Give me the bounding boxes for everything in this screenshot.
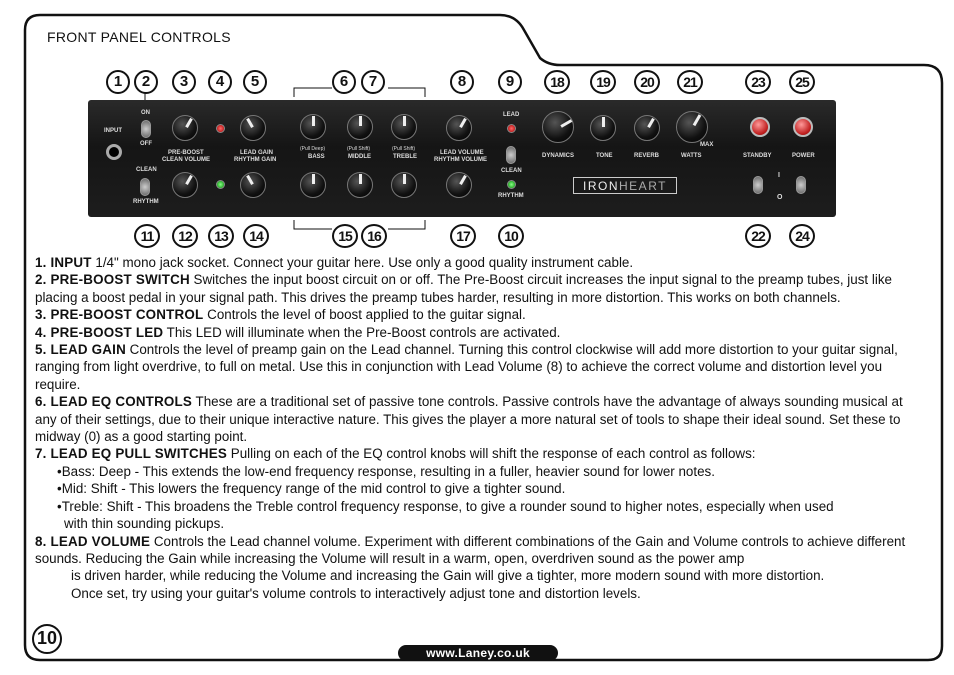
section-title: 8. LEAD VOLUME xyxy=(35,533,151,549)
standby-toggle[interactable] xyxy=(753,176,763,194)
callout-15: 15 xyxy=(332,224,358,248)
bass-label: BASS xyxy=(308,154,325,160)
clean-volume-knob[interactable] xyxy=(172,172,198,198)
brand-heart: HEART xyxy=(619,179,667,193)
rhythm-volume-knob[interactable] xyxy=(446,172,472,198)
pull-shift-treble-label: (Pull Shift) xyxy=(392,146,416,152)
rhythm-led-label: RHYTHM xyxy=(498,193,524,199)
callout-23: 23 xyxy=(745,70,771,94)
section-lead-eq xyxy=(35,393,925,445)
rhythm-bass-knob[interactable] xyxy=(300,172,326,198)
bullet-treble-cont: with thin sounding pickups. xyxy=(64,516,225,532)
rhythm-volume-label: RHYTHM VOLUME xyxy=(434,157,487,163)
callout-20: 20 xyxy=(634,70,660,94)
section-text: Controls the level of preamp gain on the Lead channel. Turning this control clockwise will add more distortion to your guitar signal, ranging from light overdrive, to full on metal. Use this in conjunction with Lead Volume (8) to achieve the correct volume and distortion level you require. xyxy=(35,342,898,392)
section-preboost-switch xyxy=(35,271,925,306)
callout-24: 24 xyxy=(789,224,815,248)
callout-10: 10 xyxy=(498,224,524,248)
callout-4: 4 xyxy=(208,70,232,94)
tone-knob[interactable] xyxy=(590,115,616,141)
callout-3: 3 xyxy=(172,70,196,94)
callout-8: 8 xyxy=(450,70,474,94)
switch-off-label: O xyxy=(777,194,783,201)
lead-volume-label: LEAD VOLUME xyxy=(440,150,484,156)
clean-label: CLEAN xyxy=(136,167,157,173)
callout-19: 19 xyxy=(590,70,616,94)
section-title: 6. LEAD EQ CONTROLS xyxy=(35,394,193,410)
callout-6: 6 xyxy=(332,70,356,94)
rhythm-label: RHYTHM xyxy=(133,199,159,205)
input-jack[interactable] xyxy=(106,144,122,160)
clean-led-label: CLEAN xyxy=(501,168,522,174)
callout-17: 17 xyxy=(450,224,476,248)
ironheart-logo xyxy=(573,177,677,194)
lead-gain-knob[interactable] xyxy=(240,115,266,141)
watts-max-label: MAX xyxy=(700,142,714,148)
bullet-bass: •Bass: Deep - This extends the low-end frequency response, resulting in a fuller, heavier sound for lower notes. xyxy=(57,463,715,479)
section-text: This LED will illuminate when the Pre-Boost controls are activated. xyxy=(163,324,561,340)
input-label: INPUT xyxy=(104,128,122,134)
lead-led-label: LEAD xyxy=(503,112,520,118)
preboost-on-label: ON xyxy=(141,110,150,116)
reverb-knob[interactable] xyxy=(634,115,660,141)
section-text: Switches the input boost circuit on or off. The Pre-Boost circuit increases the input signal to the preamp tubes, just like placing a boost pedal in your signal path. This drives the preamp tubes harder, resulting in more distortion. This works on both channels. xyxy=(35,272,892,305)
section-lead-volume xyxy=(35,533,925,568)
rhythm-led xyxy=(507,180,516,189)
callout-16: 16 xyxy=(361,224,387,248)
tone-label: TONE xyxy=(596,153,613,159)
section-lead-gain xyxy=(35,341,925,393)
brand-iron: IRON xyxy=(583,179,620,193)
pull-deep-label: (Pull Deep) xyxy=(300,146,326,152)
page-title: FRONT PANEL CONTROLS xyxy=(47,29,231,45)
watts-knob[interactable] xyxy=(676,111,708,143)
callout-7: 7 xyxy=(361,70,385,94)
section-text: Controls the level of boost applied to the guitar signal. xyxy=(203,307,526,323)
controls-description xyxy=(35,254,925,602)
callout-14: 14 xyxy=(243,224,269,248)
section-lead-volume-line3: Once set, try using your guitar's volume controls to interactively adjust tone and distortion levels. xyxy=(71,585,641,601)
bullet-mid: •Mid: Shift - This lowers the frequency range of the mid control to give a tighter sound. xyxy=(57,481,566,497)
rhythm-gain-knob[interactable] xyxy=(240,172,266,198)
dynamics-knob[interactable] xyxy=(542,111,574,143)
switch-on-label: I xyxy=(778,172,780,179)
preboost-knob[interactable] xyxy=(172,115,198,141)
clean-volume-label: CLEAN VOLUME xyxy=(162,157,210,163)
callout-13: 13 xyxy=(208,224,234,248)
section-title: 4. PRE-BOOST LED xyxy=(35,324,164,340)
lead-clean-switch[interactable] xyxy=(506,146,516,164)
callout-9: 9 xyxy=(498,70,522,94)
callout-12: 12 xyxy=(172,224,198,248)
section-title: 1. INPUT xyxy=(35,255,92,270)
dynamics-label: DYNAMICS xyxy=(542,153,575,159)
power-toggle[interactable] xyxy=(796,176,806,194)
standby-label: STANDBY xyxy=(743,153,772,159)
page-number: 10 xyxy=(32,624,62,654)
middle-knob[interactable] xyxy=(347,114,373,140)
section-title: 2. PRE-BOOST SWITCH xyxy=(35,272,190,288)
watts-label: WATTS xyxy=(681,153,702,159)
section-title: 5. LEAD GAIN xyxy=(35,342,126,358)
rhythm-gain-label: RHYTHM GAIN xyxy=(234,157,277,163)
callout-22: 22 xyxy=(745,224,771,248)
section-input xyxy=(35,254,925,271)
section-title: 3. PRE-BOOST CONTROL xyxy=(35,307,204,323)
section-title: 7. LEAD EQ PULL SWITCHES xyxy=(35,446,228,462)
preboost-led xyxy=(216,124,225,133)
treble-knob[interactable] xyxy=(391,114,417,140)
section-text: Pulling on each of the EQ control knobs will shift the response of each control as follows: xyxy=(227,446,756,462)
rhythm-middle-knob[interactable] xyxy=(347,172,373,198)
clean-led xyxy=(216,180,225,189)
bass-knob[interactable] xyxy=(300,114,326,140)
callout-2: 2 xyxy=(134,70,158,94)
section-preboost-control xyxy=(35,306,925,323)
section-text: Controls the Lead channel volume. Experiment with different combinations of the Gain and Volume controls to achieve different sounds. Reducing the Gain while increasing the Volume will result in a warm, open, overdriven sound as the power amp xyxy=(35,533,906,566)
middle-label: MIDDLE xyxy=(348,154,371,160)
reverb-label: REVERB xyxy=(634,153,660,159)
power-button[interactable] xyxy=(793,117,813,137)
callout-18: 18 xyxy=(544,70,570,94)
pull-shift-mid-label: (Pull Shift) xyxy=(347,146,371,152)
website-link[interactable]: www.Laney.co.uk xyxy=(398,645,558,661)
callout-11: 11 xyxy=(134,224,160,248)
section-preboost-led xyxy=(35,324,925,341)
callout-5: 5 xyxy=(243,70,267,94)
channel-clean-rhythm-switch[interactable] xyxy=(140,178,150,196)
preboost-label: PRE-BOOST xyxy=(168,150,204,156)
bullet-treble: •Treble: Shift - This broadens the Treble control frequency response, to give a rounder sound to higher notes, especially when used xyxy=(57,498,834,514)
standby-button[interactable] xyxy=(750,117,770,137)
power-label: POWER xyxy=(792,153,815,159)
treble-label: TREBLE xyxy=(393,154,417,160)
section-lead-volume-line2: is driven harder, while reducing the Volume and increasing the Gain will give a tighter, more modern sound with more distortion. xyxy=(71,568,825,584)
lead-volume-knob[interactable] xyxy=(446,115,472,141)
rhythm-treble-knob[interactable] xyxy=(391,172,417,198)
section-text: These are a traditional set of passive tone controls. Passive controls have the advantage of always sounding musical at any of their settings, due to their unique interactive nature. This gives the player a more natural set of tools to shape their ideal sound. Set these to midway (0) as a good starting point. xyxy=(35,394,903,445)
amp-front-panel xyxy=(88,100,836,217)
lead-gain-label: LEAD GAIN xyxy=(240,150,273,156)
callout-25: 25 xyxy=(789,70,815,94)
callout-21: 21 xyxy=(677,70,703,94)
lead-led xyxy=(507,124,516,133)
preboost-off-label: OFF xyxy=(140,141,152,147)
section-text: 1/4" mono jack socket. Connect your guitar here. Use only a good quality instrument cable. xyxy=(91,255,634,270)
callout-1: 1 xyxy=(106,70,130,94)
preboost-switch[interactable] xyxy=(141,120,151,138)
section-pull-switches xyxy=(35,445,925,462)
